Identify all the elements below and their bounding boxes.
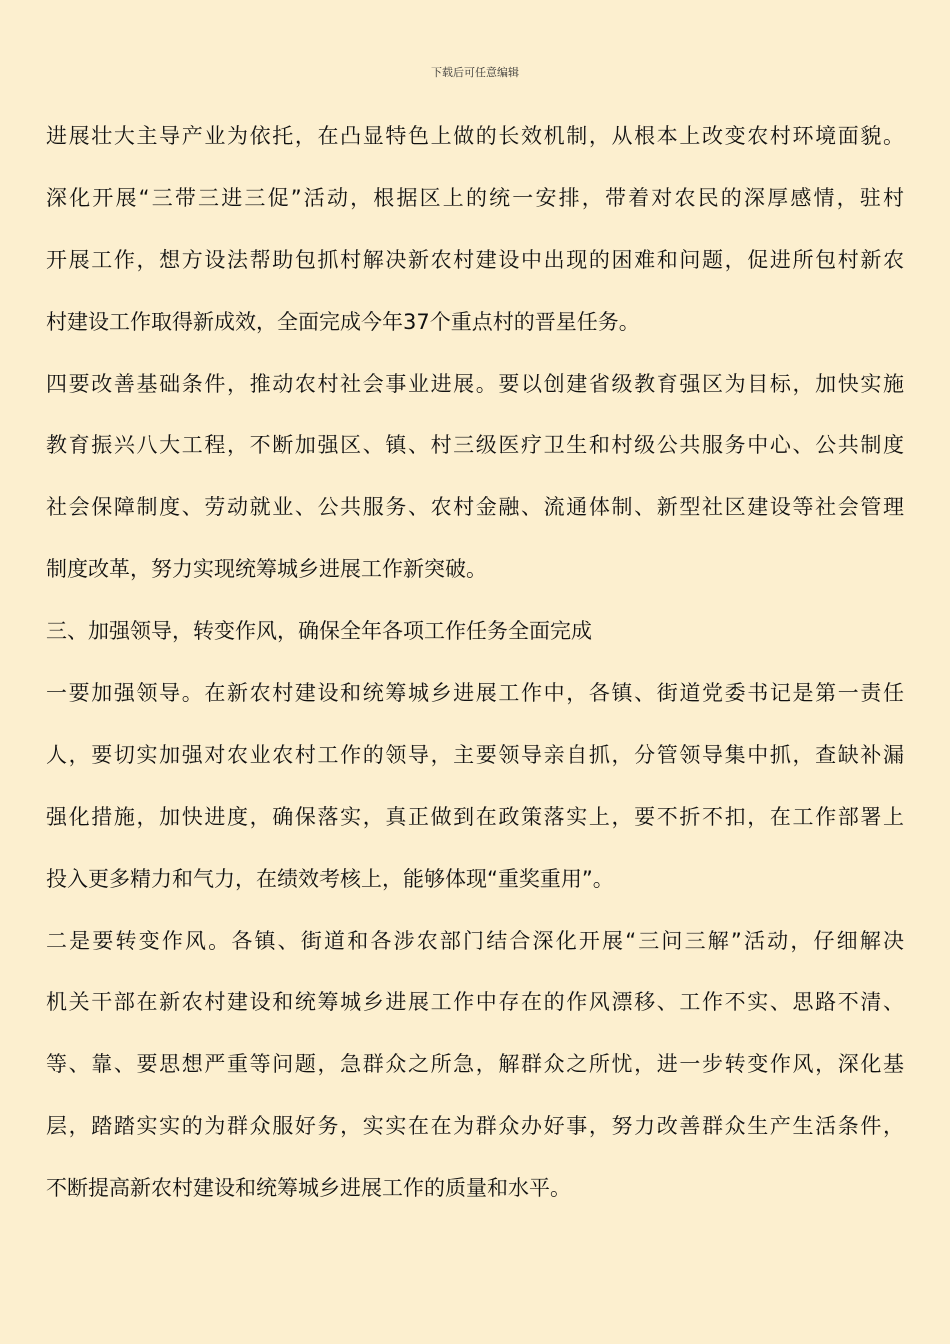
text-line: 人，要切实加强对农业农村工作的领导，主要领导亲自抓，分管领导集中抓，查缺补漏 — [46, 742, 904, 767]
text-line: 投入更多精力和气力，在绩效考核上，能够体现“重奖重用”。 — [46, 866, 614, 891]
text-line: 开展工作，想方设法帮助包抓村解决新农村建设中出现的困难和问题，促进所包村新农 — [46, 247, 904, 272]
text-line: 进展壮大主导产业为依托，在凸显特色上做的长效机制，从根本上改变农村环境面貌。 — [46, 124, 904, 148]
text-line: 二是要转变作风。各镇、街道和各涉农部门结合深化开展“三问三解”活动，仔细解决 — [46, 928, 904, 953]
text-line: 四要改善基础条件，推动农村社会事业进展。要以创建省级教育强区为目标，加快实施 — [46, 371, 904, 396]
text-line: 社会保障制度、劳动就业、公共服务、农村金融、流通体制、新型社区建设等社会管理 — [46, 495, 904, 520]
text-line: 层，踏踏实实的为群众服好务，实实在在为群众办好事，努力改善群众生产生活条件， — [46, 1114, 904, 1139]
text-line: 深化开展“三带三进三促”活动，根据区上的统一安排，带着对农民的深厚感情，驻村 — [46, 185, 904, 210]
text-line: 强化措施，加快进度，确保落实，真正做到在政策落实上，要不折不扣，在工作部署上 — [46, 804, 904, 829]
text-line: 教育振兴八大工程，不断加强区、镇、村三级医疗卫生和村级公共服务中心、公共制度 — [46, 433, 904, 458]
page-header: 下载后可任意编辑 — [431, 66, 519, 79]
text-line: 村建设工作取得新成效，全面完成今年37个重点村的晋星任务。 — [46, 309, 640, 334]
section-heading: 三、加强领导，转变作风，确保全年各项工作任务全面完成 — [46, 619, 592, 644]
text-line: 制度改革，努力实现统筹城乡进展工作新突破。 — [46, 557, 487, 582]
text-line: 等、靠、要思想严重等问题，急群众之所急，解群众之所忧，进一步转变作风，深化基 — [46, 1052, 904, 1077]
text-line: 不断提高新农村建设和统筹城乡进展工作的质量和水平。 — [46, 1176, 571, 1201]
text-line: 一要加强领导。在新农村建设和统筹城乡进展工作中，各镇、街道党委书记是第一责任 — [46, 681, 904, 706]
document-body — [46, 112, 904, 1226]
text-line: 机关干部在新农村建设和统筹城乡进展工作中存在的作风漂移、工作不实、思路不清、 — [46, 990, 904, 1015]
